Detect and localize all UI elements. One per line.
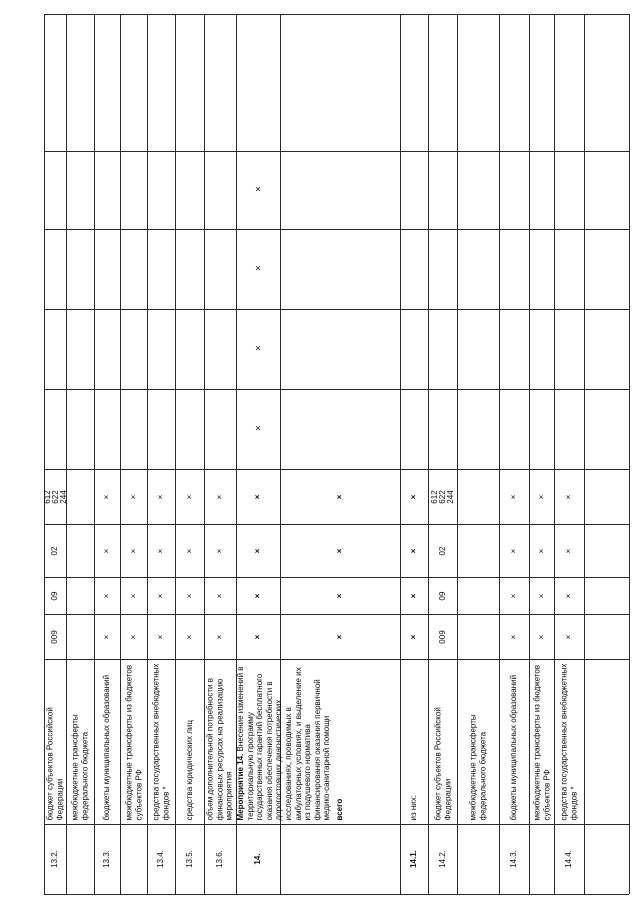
code-cell-c1 (204, 614, 236, 659)
code-cell-c2 (66, 577, 94, 614)
grid-line-horizontal (44, 14, 629, 15)
code-cell-c4-text: 612 622 244 (43, 489, 68, 504)
code-cell-c4 (44, 469, 66, 524)
row-label (457, 659, 499, 824)
row-label (94, 659, 120, 824)
row-number (280, 824, 400, 894)
code-cell-c3 (44, 524, 66, 577)
code-cell-c3 (280, 524, 400, 577)
row-label-rest: Внесение изменений в территориальную программу государственных гарантий бесплатного оказания обеспечения потребности в дорогостоящих диагностических исследованиях, проводимых в амбулаторных условиях, и выделение их из подушевого норматива финансирования оказания первичной медико-санитарной помощи (236, 665, 332, 820)
code-cell-c1-text: × (409, 634, 419, 639)
code-cell-c3 (94, 524, 120, 577)
code-cell-c1-text: × (184, 634, 194, 639)
code-cell-c2-text: × (335, 593, 345, 598)
code-cell-c4 (66, 469, 94, 524)
row-label-text: межбюджетные трансферты из бюджетов субъектов РФ (531, 664, 551, 820)
code-cell-c1-text: 009 (437, 629, 447, 644)
row-label (66, 659, 94, 824)
row-number (44, 824, 66, 894)
row-label-text: бюджет субъектов Российской Федерации (45, 706, 64, 820)
code-cell-c1 (400, 614, 428, 659)
code-cell-c4-text: × (564, 494, 574, 499)
row-number (499, 824, 529, 894)
code-cell-c3-text: × (335, 548, 345, 553)
code-cell-c3 (554, 524, 584, 577)
row-number (175, 824, 204, 894)
row-label-text (236, 663, 332, 820)
code-cell-c2-text: 09 (50, 591, 60, 600)
code-cell-c3-text: 02 (437, 546, 447, 555)
row-label (554, 659, 584, 824)
row-number (400, 824, 428, 894)
code-cell-c2-text: × (253, 593, 263, 598)
row-number (554, 824, 584, 894)
x-mark: × (255, 423, 261, 435)
code-cell-c2-text: × (156, 593, 166, 598)
code-cell-c3 (529, 524, 554, 577)
code-cell-c1 (280, 614, 400, 659)
code-cell-c3 (457, 524, 499, 577)
row-number-text: 14.4. (564, 850, 574, 868)
row-label (236, 659, 332, 824)
code-cell-c1-text: × (102, 634, 112, 639)
code-cell-c3 (175, 524, 204, 577)
code-cell-c2 (280, 577, 400, 614)
code-cell-c4 (94, 469, 120, 524)
code-cell-c4 (175, 469, 204, 524)
code-cell-c3 (120, 524, 147, 577)
code-cell-c2-text: × (409, 593, 419, 598)
code-cell-c4 (428, 469, 457, 524)
row-number-text: 13.6. (215, 850, 225, 868)
row-number (204, 824, 236, 894)
grid-line-horizontal (44, 894, 629, 895)
code-cell-c3-text: × (564, 548, 574, 553)
row-label-text: межбюджетные трансферты федерального бюджета (468, 713, 487, 820)
code-cell-c3-text: × (128, 548, 138, 553)
code-cell-c4-text: × (509, 494, 519, 499)
row-label (147, 659, 175, 824)
code-cell-c4 (120, 469, 147, 524)
row-number-text: 14.3. (509, 850, 519, 868)
code-cell-c2-text: × (564, 593, 574, 598)
code-cell-c4 (499, 469, 529, 524)
code-cell-c4-text: × (335, 494, 345, 499)
code-cell-c1-text: × (253, 634, 263, 639)
code-cell-c1-text: × (536, 634, 546, 639)
row-label-text: межбюджетные трансферты из бюджетов субъектов РФ (123, 664, 143, 820)
code-cell-c2 (428, 577, 457, 614)
code-cell-c1-text: 009 (50, 629, 60, 644)
row-label (120, 659, 147, 824)
row-label-bold: Мероприятие 14. (236, 753, 245, 820)
code-cell-c1 (236, 614, 280, 659)
code-cell-c2 (457, 577, 499, 614)
code-cell-c3-text: × (409, 548, 419, 553)
row-label (204, 659, 236, 824)
code-cell-c1-text: × (509, 634, 519, 639)
code-cell-c3 (236, 524, 280, 577)
row-number (94, 824, 120, 894)
x-mark: × (255, 184, 261, 196)
code-cell-c3 (66, 524, 94, 577)
row-number-text: 13.3. (102, 850, 112, 868)
row-label-text: средства государственных внебюджетных фондов * (559, 663, 578, 820)
row-number (428, 824, 457, 894)
code-cell-c1 (66, 614, 94, 659)
code-cell-c4-text: × (128, 494, 138, 499)
code-cell-c4-text: × (102, 494, 112, 499)
code-cell-c3-text: × (253, 548, 263, 553)
row-number (457, 824, 499, 894)
code-cell-c1 (94, 614, 120, 659)
row-label-text: средства государственных внебюджетных фондов * (151, 663, 170, 820)
row-label (175, 659, 204, 824)
code-cell-c2-text: 09 (437, 591, 447, 600)
row-label (44, 659, 66, 824)
row-label-text: из них: (409, 794, 419, 820)
code-cell-c3 (204, 524, 236, 577)
row-number (529, 824, 554, 894)
code-cell-c1 (44, 614, 66, 659)
code-cell-c2 (236, 577, 280, 614)
code-cell-c3-text: × (102, 548, 112, 553)
code-cell-c3-text: × (509, 548, 519, 553)
code-cell-c4-text: × (156, 494, 166, 499)
row-number (120, 824, 147, 894)
row-label-text: объем дополнительной потребности в финансовых ресурсах на реализацию мероприятия (205, 677, 234, 820)
grid-line-horizontal (44, 151, 629, 152)
code-cell-c4 (457, 469, 499, 524)
code-cell-c1-text: × (564, 634, 574, 639)
grid-line-vertical (584, 14, 585, 894)
code-cell-c4 (236, 469, 280, 524)
code-cell-c3 (428, 524, 457, 577)
code-cell-c1 (554, 614, 584, 659)
code-cell-c4-text: 612 622 244 (429, 489, 455, 504)
row-label (280, 659, 400, 824)
code-cell-c2-text: × (509, 593, 519, 598)
grid-line-horizontal (44, 229, 629, 230)
code-cell-c2 (554, 577, 584, 614)
grid-line-horizontal (44, 309, 629, 310)
code-cell-c3 (147, 524, 175, 577)
row-label-text: бюджет субъектов Российской Федерации (432, 706, 452, 820)
code-cell-c2-text: × (128, 593, 138, 598)
row-label-text: бюджеты муниципальных образований (509, 674, 519, 820)
code-cell-c2 (529, 577, 554, 614)
row-label-text: средства юридических лиц (184, 719, 194, 820)
code-cell-c4 (204, 469, 236, 524)
code-cell-c4 (400, 469, 428, 524)
row-number-text: 14.1. (409, 850, 419, 868)
code-cell-c2-text: × (215, 593, 225, 598)
code-cell-c4-text: × (536, 494, 546, 499)
grid-line-vertical (629, 14, 630, 894)
code-cell-c3-text: × (184, 548, 194, 553)
row-label (428, 659, 457, 824)
code-cell-c1 (147, 614, 175, 659)
code-cell-c1 (428, 614, 457, 659)
code-cell-c1 (457, 614, 499, 659)
row-number-text: 14. (253, 853, 263, 865)
code-cell-c1 (120, 614, 147, 659)
code-cell-c1 (499, 614, 529, 659)
code-cell-c3-text: × (536, 548, 546, 553)
row-number (66, 824, 94, 894)
row-number (236, 824, 280, 894)
code-cell-c2 (120, 577, 147, 614)
row-number-text: 13.5. (184, 850, 194, 868)
code-cell-c4-text: × (409, 494, 419, 499)
code-cell-c4 (554, 469, 584, 524)
code-cell-c2-text: × (102, 593, 112, 598)
code-cell-c4-text: × (253, 494, 263, 499)
row-label (499, 659, 529, 824)
code-cell-c1 (529, 614, 554, 659)
code-cell-c2 (204, 577, 236, 614)
code-cell-c3-text: 02 (50, 546, 60, 555)
code-cell-c1-text: × (215, 634, 225, 639)
code-cell-c4 (529, 469, 554, 524)
x-mark: × (255, 343, 261, 355)
row-label (400, 659, 428, 824)
code-cell-c3-text: × (215, 548, 225, 553)
x-mark: × (255, 263, 261, 275)
code-cell-c1 (175, 614, 204, 659)
budget-table (44, 14, 629, 894)
code-cell-c4-text: × (215, 494, 225, 499)
code-cell-c2-text: × (536, 593, 546, 598)
row-label-text: всего (335, 798, 345, 820)
code-cell-c1-text: × (156, 634, 166, 639)
code-cell-c2-text: × (184, 593, 194, 598)
row-number-text: 14.2. (437, 850, 447, 868)
code-cell-c2 (44, 577, 66, 614)
code-cell-c4 (280, 469, 400, 524)
row-label-text: бюджеты муниципальных образований (102, 674, 112, 820)
code-cell-c2 (175, 577, 204, 614)
code-cell-c4-text: × (184, 494, 194, 499)
row-label-text: межбюджетные трансферты федерального бюджета (70, 713, 89, 820)
grid-line-horizontal (44, 389, 629, 390)
code-cell-c2 (499, 577, 529, 614)
code-cell-c2 (400, 577, 428, 614)
code-cell-c2 (94, 577, 120, 614)
code-cell-c1-text: × (128, 634, 138, 639)
code-cell-c2 (147, 577, 175, 614)
code-cell-c3 (499, 524, 529, 577)
row-number-text: 13.2. (50, 850, 60, 868)
row-number-text: 13.4. (156, 850, 166, 868)
code-cell-c4 (147, 469, 175, 524)
row-number (147, 824, 175, 894)
row-label (529, 659, 554, 824)
code-cell-c3 (400, 524, 428, 577)
code-cell-c1-text: × (335, 634, 345, 639)
code-cell-c3-text: × (156, 548, 166, 553)
